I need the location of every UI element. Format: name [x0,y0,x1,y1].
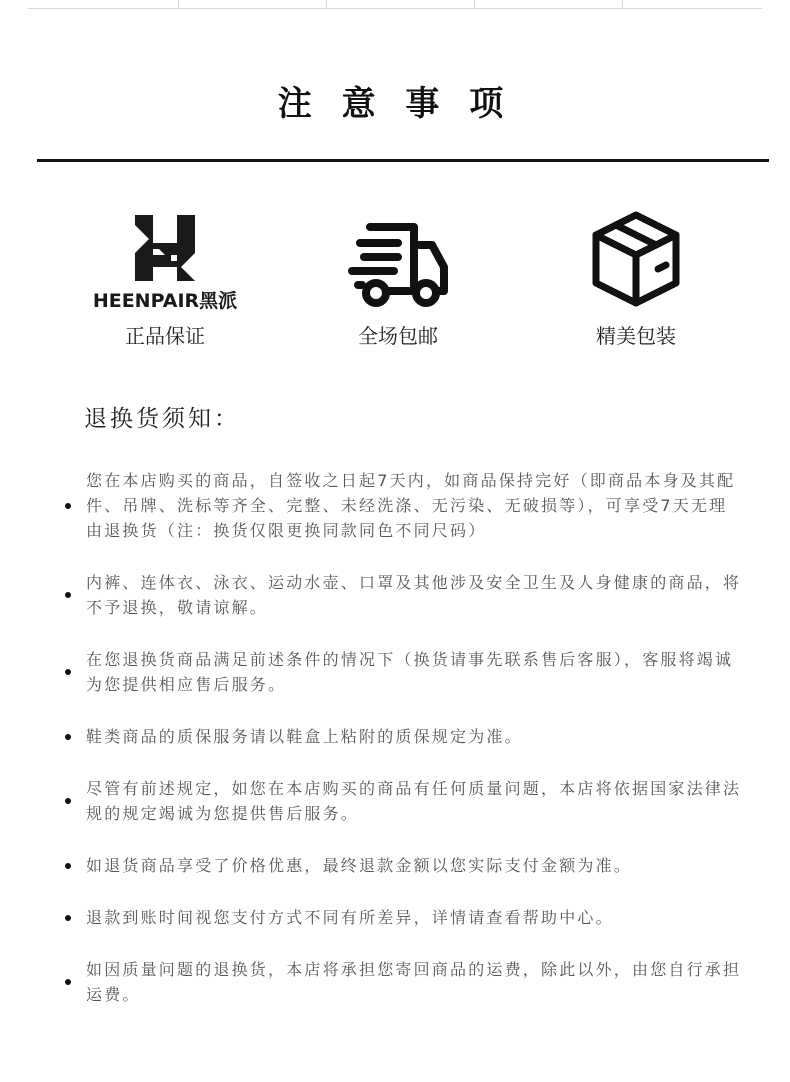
bullet-icon [65,798,71,804]
list-item-text: 鞋类商品的质保服务请以鞋盒上粘附的质保规定为准。 [86,727,523,746]
return-policy-heading: 退换货须知： [84,406,240,432]
brand-logo-text: HEENPAIR黑派 [92,290,238,312]
list-item [62,957,742,1007]
feature-packaging [536,205,736,348]
list-item-text: 内裤、连体衣、泳衣、运动水壶、口罩及其他涉及安全卫生及人身健康的商品，将不予退换，敬请谅解。 [86,573,742,617]
list-item [62,647,742,697]
list-item-text: 退款到账时间视您支付方式不同有所差异，详情请查看帮助中心。 [86,908,614,927]
list-item [62,776,742,826]
title-divider [37,159,769,162]
list-item [62,853,742,878]
list-item [62,905,742,930]
bullet-icon [65,503,71,509]
list-item-text: 您在本店购买的商品，自签收之日起7天内，如商品保持完好（即商品本身及其配件、吊牌、洗标等齐全、完整、未经洗涤、无污染、无破损等），可享受7天无理由退换货（注：换货仅限更换同款同色不同尺码） [86,471,736,540]
list-item-text: 尽管有前述规定，如您在本店购买的商品有任何质量问题，本店将依据国家法律法规的规定竭诚为您提供售后服务。 [86,779,742,823]
feature-label-packaging: 精美包装 [596,324,676,348]
return-policy-list [62,468,742,1034]
feature-label-free-shipping: 全场包邮 [358,324,438,348]
feature-free-shipping [298,205,498,348]
feature-label-authentic: 正品保证 [125,324,205,348]
delivery-truck-icon [298,205,498,315]
page-title: 注 意 事 项 [277,84,513,124]
top-divider [28,0,762,9]
list-item [62,724,742,749]
heenpair-logo-icon [65,205,265,315]
list-item [62,570,742,620]
list-item-text: 在您退换货商品满足前述条件的情况下（换货请事先联系售后客服），客服将竭诚为您提供相应售后服务。 [86,650,734,694]
bullet-icon [65,863,71,869]
list-item-text: 如因质量问题的退换货，本店将承担您寄回商品的运费，除此以外，由您自行承担运费。 [86,960,742,1004]
list-item [62,468,742,543]
package-box-icon [536,205,736,315]
bullet-icon [65,592,71,598]
bullet-icon [65,979,71,985]
list-item-text: 如退货商品享受了价格优惠，最终退款金额以您实际支付金额为准。 [86,856,633,875]
bullet-icon [65,734,71,740]
bullet-icon [65,669,71,675]
feature-authentic [65,205,265,348]
bullet-icon [65,915,71,921]
